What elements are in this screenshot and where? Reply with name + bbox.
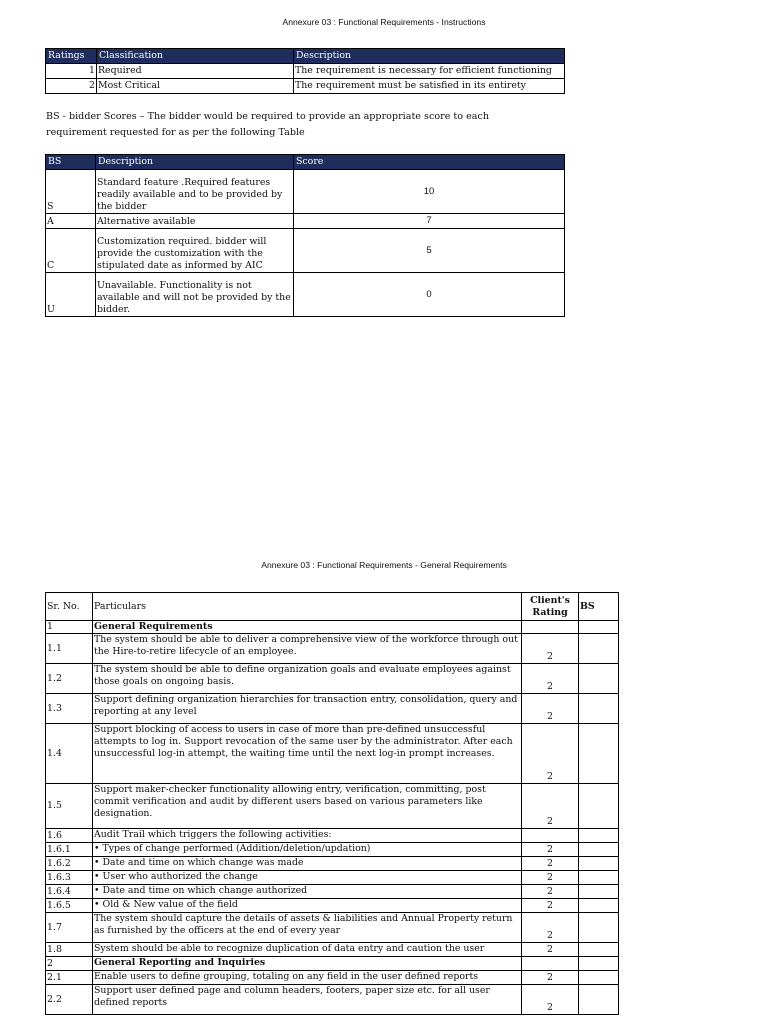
page-title-instructions: Annexure 03 : Functional Requirements - Instructions (282, 17, 486, 27)
bs-score-cell (579, 694, 619, 724)
bs-score-cell (579, 899, 619, 913)
sr-no: 1.4 (46, 724, 93, 784)
requirements-body (46, 621, 619, 1015)
bs-score-cell (579, 784, 619, 829)
sr-no: 1.2 (46, 664, 93, 694)
table-row (46, 170, 565, 214)
bs-score-cell (579, 621, 619, 634)
column-header-description: Description (294, 49, 565, 64)
ratings-table-header (46, 49, 565, 64)
table-row (46, 664, 619, 694)
bs-score-cell (579, 913, 619, 943)
clients-rating: 2 (522, 885, 579, 899)
description-value: The requirement is necessary for efficient functioning (294, 64, 565, 79)
bs-score-cell (579, 634, 619, 664)
table-row (46, 857, 619, 871)
table-row (46, 971, 619, 985)
bidder-scores-table (45, 154, 565, 317)
particulars: • User who authorized the change (93, 871, 522, 885)
sr-no: 1 (46, 621, 93, 634)
bs-score-cell (579, 857, 619, 871)
clients-rating: 2 (522, 913, 579, 943)
clients-rating (522, 957, 579, 971)
table-row (46, 634, 619, 664)
bs-score: 7 (294, 214, 565, 229)
clients-rating: 2 (522, 899, 579, 913)
column-header-classification: Classification (97, 49, 294, 64)
page-title-general-requirements: Annexure 03 : Functional Requirements - General Requirements (261, 560, 507, 570)
table-row (46, 899, 619, 913)
bs-score-cell (579, 871, 619, 885)
particulars: Audit Trail which triggers the following activities: (93, 829, 522, 843)
clients-rating: 2 (522, 971, 579, 985)
particulars: Support defining organization hierarchies for transaction entry, consolidation, query and reporting at any level (93, 694, 522, 724)
sr-no: 1.1 (46, 634, 93, 664)
particulars: General Requirements (93, 621, 522, 634)
table-row (46, 843, 619, 857)
clients-rating: 2 (522, 784, 579, 829)
column-header-bs: BS (579, 593, 619, 621)
particulars: Enable users to define grouping, totaling on any field in the user defined reports (93, 971, 522, 985)
particulars: Support user defined page and column headers, footers, paper size etc. for all user defined reports (93, 985, 522, 1015)
bs-score-cell (579, 664, 619, 694)
bs-code: S (46, 170, 96, 214)
bs-code: U (46, 273, 96, 317)
bs-score-cell (579, 985, 619, 1015)
column-header-bs: BS (46, 155, 96, 170)
bs-score-cell (579, 829, 619, 843)
description-value: The requirement must be satisfied in its entirety (294, 79, 565, 94)
sr-no: 1.6.5 (46, 899, 93, 913)
particulars: • Types of change performed (Addition/deletion/updation) (93, 843, 522, 857)
column-header-clients-rating: Client's Rating (522, 593, 579, 621)
bs-score-cell (579, 885, 619, 899)
particulars: General Reporting and Inquiries (93, 957, 522, 971)
sr-no: 1.3 (46, 694, 93, 724)
table-row (46, 724, 619, 784)
bs-score: 5 (294, 229, 565, 273)
general-requirements-table (45, 592, 619, 1015)
classification-value: Required (97, 64, 294, 79)
bs-description: Customization required. bidder will provide the customization with the stipulated date as informed by AIC (96, 229, 294, 273)
bs-code: C (46, 229, 96, 273)
clients-rating (522, 621, 579, 634)
bs-score: 10 (294, 170, 565, 214)
sr-no: 1.7 (46, 913, 93, 943)
particulars: • Old & New value of the field (93, 899, 522, 913)
table-row (46, 885, 619, 899)
table-row (46, 64, 565, 79)
clients-rating (522, 829, 579, 843)
sr-no: 1.6.2 (46, 857, 93, 871)
clients-rating: 2 (522, 664, 579, 694)
sr-no: 2 (46, 957, 93, 971)
bs-score-cell (579, 724, 619, 784)
particulars: • Date and time on which change authorized (93, 885, 522, 899)
requirements-header-row (46, 593, 619, 621)
sr-no: 1.5 (46, 784, 93, 829)
clients-rating: 2 (522, 694, 579, 724)
particulars: System should be able to recognize duplication of data entry and caution the user (93, 943, 522, 957)
intro-line: requirement requested for as per the following Table (46, 127, 305, 138)
clients-rating: 2 (522, 871, 579, 885)
clients-rating: 2 (522, 634, 579, 664)
clients-rating: 2 (522, 843, 579, 857)
sr-no: 1.8 (46, 943, 93, 957)
bs-score-cell (579, 971, 619, 985)
bs-description: Alternative available (96, 214, 294, 229)
particulars: The system should be able to deliver a comprehensive view of the workforce through out the Hire-to-retire lifecycle of an employee. (93, 634, 522, 664)
bidder-scores-intro (46, 109, 516, 141)
clients-rating: 2 (522, 724, 579, 784)
bs-score-cell (579, 943, 619, 957)
column-header-sr-no: Sr. No. (46, 593, 93, 621)
table-row (46, 871, 619, 885)
clients-rating: 2 (522, 985, 579, 1015)
column-header-particulars: Particulars (93, 593, 522, 621)
table-row (46, 79, 565, 94)
section-row (46, 957, 619, 971)
bs-score-cell (579, 957, 619, 971)
bs-description: Unavailable. Functionality is not available and will not be provided by the bidder. (96, 273, 294, 317)
table-row (46, 829, 619, 843)
sr-no: 2.2 (46, 985, 93, 1015)
sr-no: 1.6.3 (46, 871, 93, 885)
table-row (46, 694, 619, 724)
table-row (46, 913, 619, 943)
clients-rating: 2 (522, 857, 579, 871)
clients-rating: 2 (522, 943, 579, 957)
sr-no: 1.6.4 (46, 885, 93, 899)
particulars: The system should be able to define organization goals and evaluate employees against those goals on ongoing basis. (93, 664, 522, 694)
rating-value: 2 (46, 79, 97, 94)
bs-table-header (46, 155, 565, 170)
bs-score: 0 (294, 273, 565, 317)
table-row (46, 273, 565, 317)
ratings-table (45, 48, 565, 94)
particulars: The system should capture the details of assets & liabilities and Annual Property return as furnished by the officers at the end of every year (93, 913, 522, 943)
table-row (46, 214, 565, 229)
table-row (46, 229, 565, 273)
particulars: Support blocking of access to users in case of more than pre-defined unsuccessful attempts to log in. Support revocation of the same user by the administrator. After each unsuccessful log-in attempt, the waiting time until the next log-in prompt increases. (93, 724, 522, 784)
sr-no: 1.6.1 (46, 843, 93, 857)
table-row (46, 985, 619, 1015)
table-row (46, 943, 619, 957)
sr-no: 1.6 (46, 829, 93, 843)
table-row (46, 784, 619, 829)
rating-value: 1 (46, 64, 97, 79)
section-row (46, 621, 619, 634)
intro-line: BS - bidder Scores – The bidder would be required to provide an appropriate score to each (46, 111, 490, 122)
bs-description: Standard feature .Required features readily available and to be provided by the bidder (96, 170, 294, 214)
column-header-ratings: Ratings (46, 49, 97, 64)
bs-code: A (46, 214, 96, 229)
sr-no: 2.1 (46, 971, 93, 985)
particulars: Support maker-checker functionality allowing entry, verification, committing, post commit verification and audit by different users based on various parameters like designation. (93, 784, 522, 829)
bs-score-cell (579, 843, 619, 857)
particulars: • Date and time on which change was made (93, 857, 522, 871)
classification-value: Most Critical (97, 79, 294, 94)
column-header-description: Description (96, 155, 294, 170)
column-header-score: Score (294, 155, 565, 170)
